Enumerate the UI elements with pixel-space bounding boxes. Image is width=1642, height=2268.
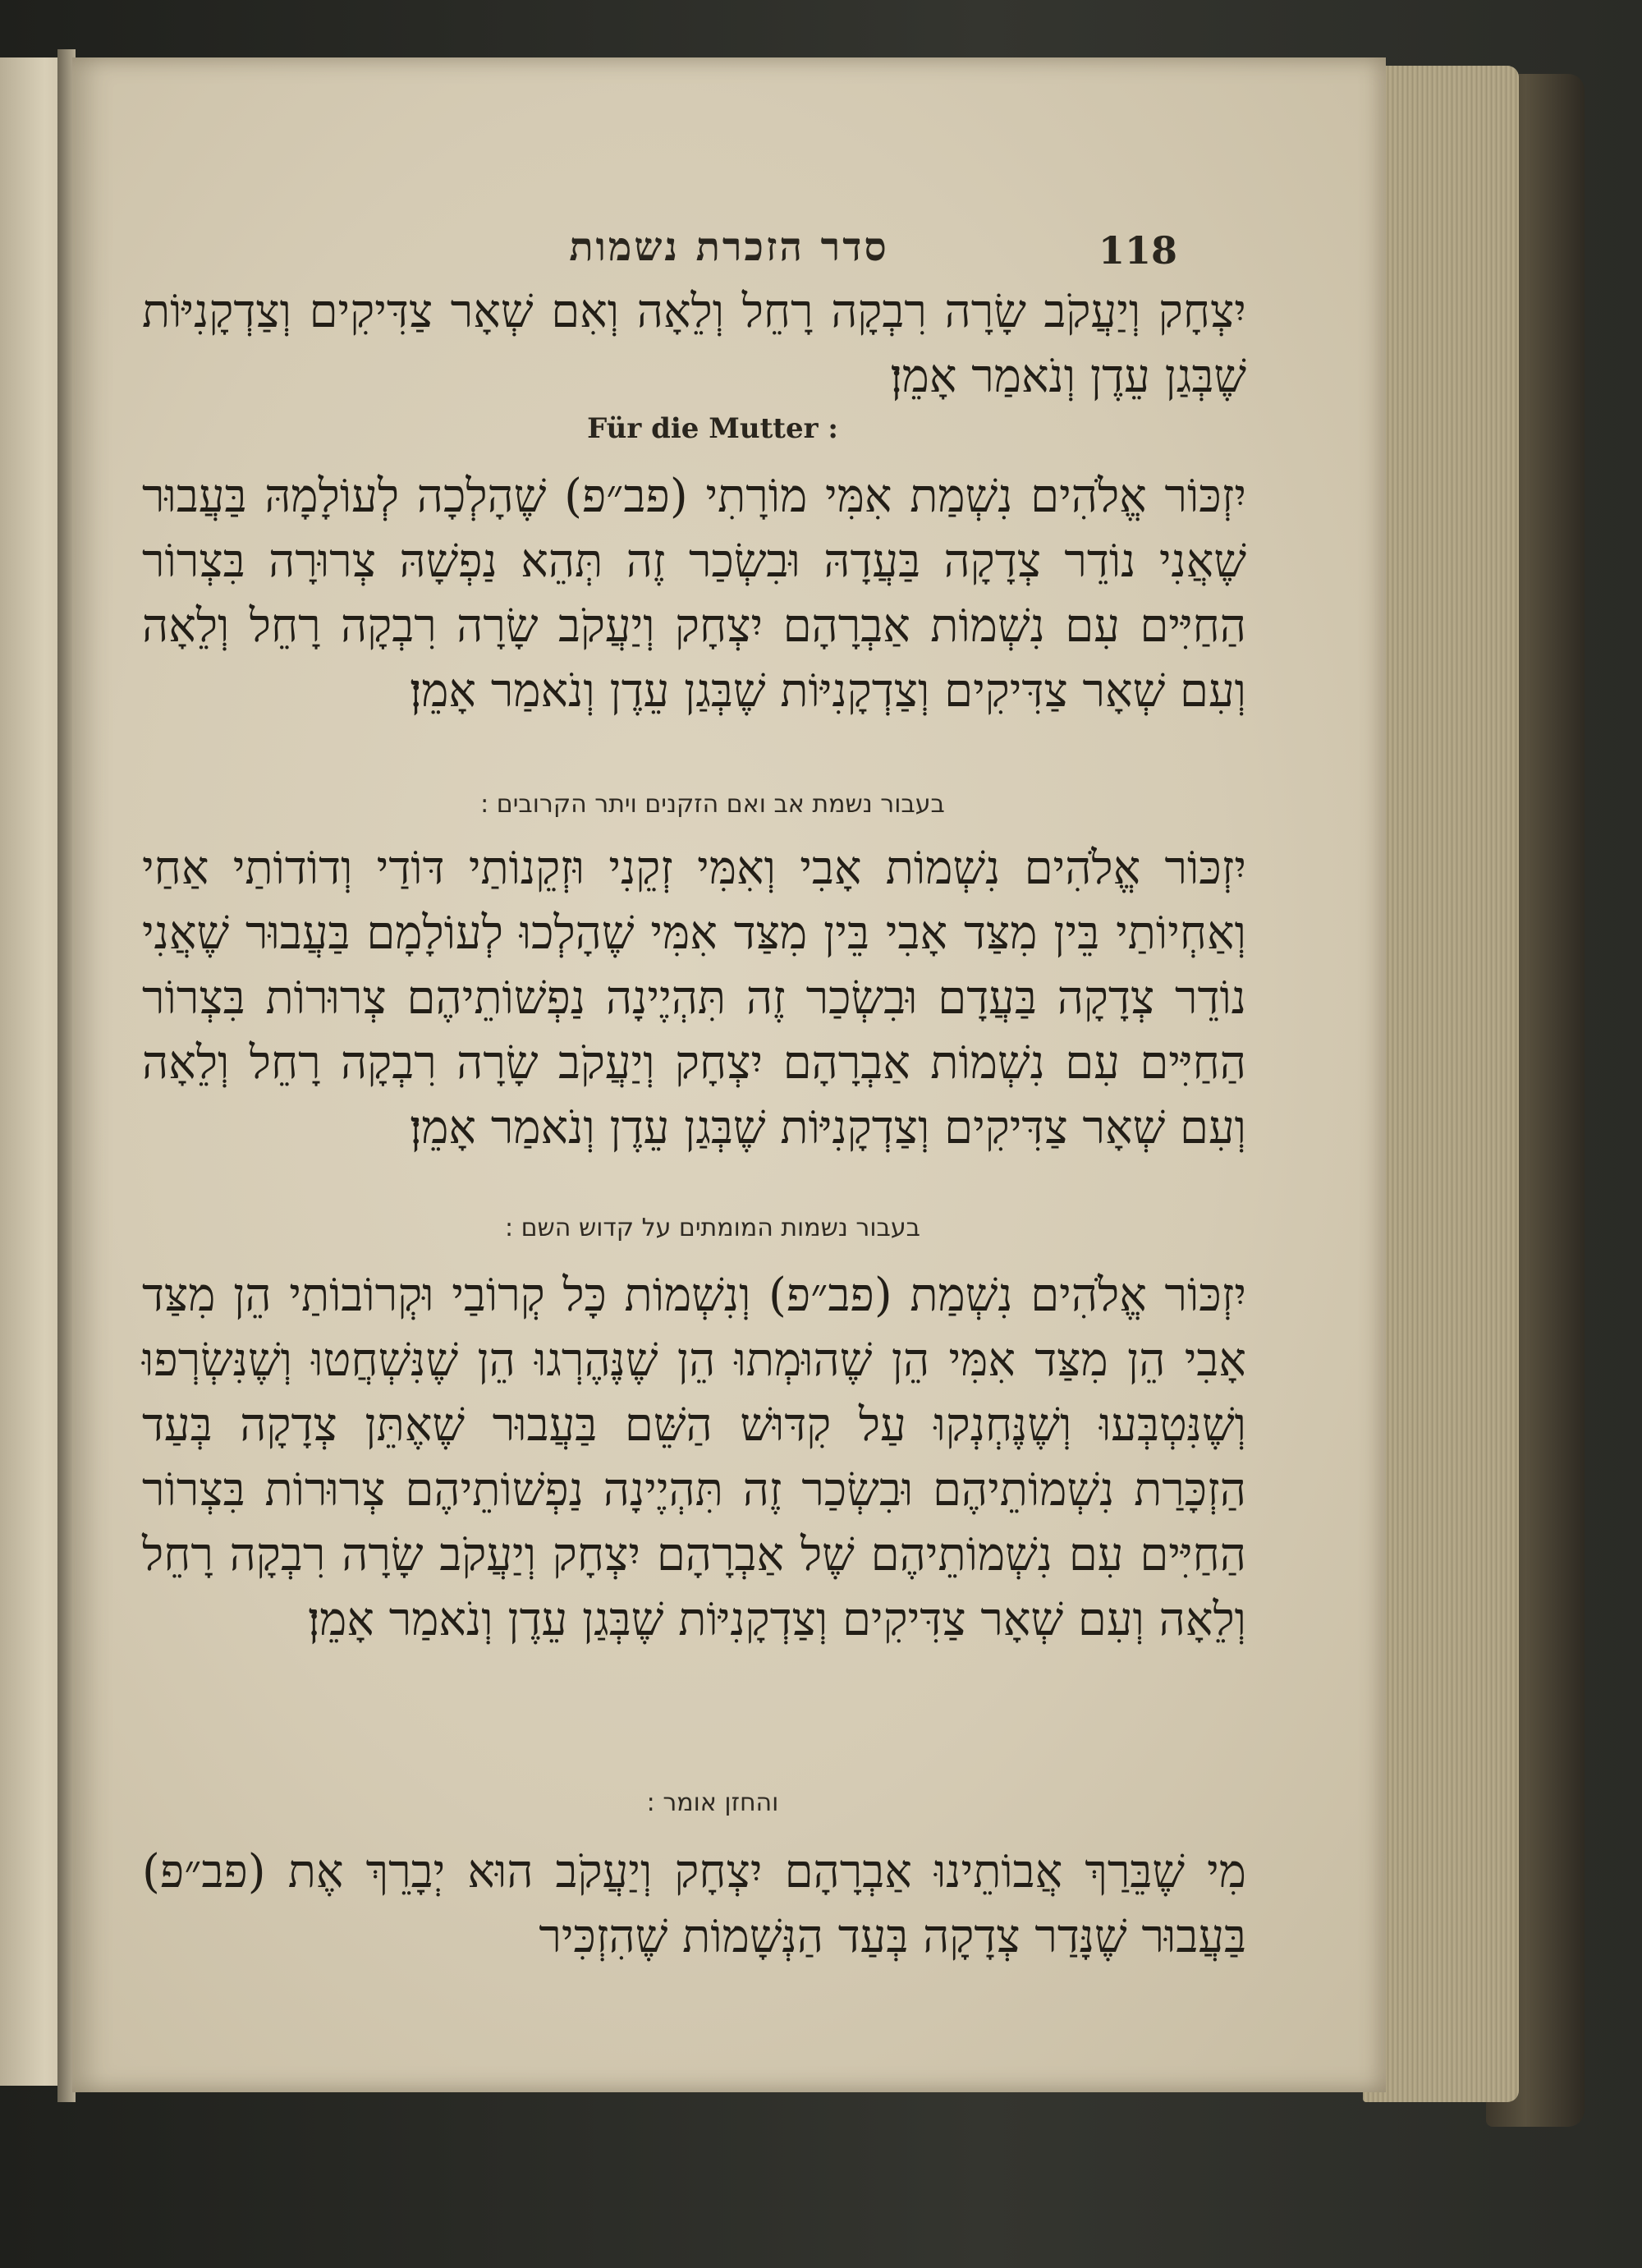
relatives-prayer-text: יִזְכּוֹר אֱלֹהִים נִשְׁמוֹת אָבִי וְאִמִּי זְקֵנִי וּזְקֵנוֹתַי דּוֹדַי וְדוֹדוֹתַי אַחַי וְאַחְיוֹתַי בֵּין מִצַּד אָבִי בֵּין מִצַּד אִמִּי שֶׁהָלְכוּ לְעוֹלָמָם בַּעֲבוּר שֶׁאֲנִי נוֹדֵר צְדָקָה בַּעֲדָם וּבִשְׂכַר זֶה תִּהְיֶינָה נַפְשׁוֹתֵיהֶם צְרוּרוֹת בִּצְרוֹר הַחַיִּים עִם נִשְׁמוֹת אַבְרָהָם יִצְחָק וְיַעֲקֹב שָׂרָה רִבְקָה רָחֵל וְלֵאָה וְעִם שְׁאָר צַדִּיקִים וְצַדְקָנִיּוֹת שֶׁבְּגַן עֵדֶן וְנֹאמַר אָמֵן׃ — [142, 842, 1246, 1155]
mother-prayer-text: יִזְכּוֹר אֱלֹהִים נִשְׁמַת אִמִּי מוֹרָתִי (פב״פ) שֶׁהָלְכָה לְעוֹלָמָהּ בַּעֲבוּר שֶׁאֲנִי נוֹדֵר צְדָקָה בַּעֲדָהּ וּבִשְׂכַר זֶה תְּהֵא נַפְשָׁהּ צְרוּרָה בִּצְרוֹר הַחַיִּים עִם נִשְׁמוֹת אַבְרָהָם יִצְחָק וְיַעֲקֹב שָׂרָה רִבְקָה רָחֵל וְלֵאָה וְעִם שְׁאָר צַדִּיקִים וְצַדְקָנִיּוֹת שֶׁבְּגַן עֵדֶן וְנֹאמַר אָמֵן׃ — [142, 470, 1246, 718]
continued-prayer-text: יִצְחָק וְיַעֲקֹב שָׂרָה רִבְקָה רָחֵל וְלֵאָה וְאִם שְׁאָר צַדִּיקִים וְצַדְקָנִיּוֹת שֶׁבְּגַן עֵדֶן וְנֹאמַר אָמֵן׃ — [142, 285, 1246, 403]
martyrs-rubric: בעבור נשמות המומתים על קדוש השם : — [505, 1214, 920, 1242]
relatives-rubric: בעבור נשמת אב ואם הזקנים ויתר הקרובים : — [480, 790, 945, 819]
martyrs-prayer-text: יִזְכּוֹר אֱלֹהִים נִשְׁמַת (פב״פ) וְנִשְׁמוֹת כָּל קְרוֹבַי וּקְרוֹבוֹתַי הֵן מִצַּד אָבִי הֵן מִצַּד אִמִּי הֵן שֶׁהוּמְתוּ הֵן שֶׁנֶּהֶרְגוּ הֵן שֶׁנִּשְׁחֲטוּ וְשֶׁנִּשְׂרְפוּ וְשֶׁנִּטְבְּעוּ וְשֶׁנֶּחְנְקוּ עַל קִדּוּשׁ הַשֵּׁם בַּעֲבוּר שֶׁאֶתֵּן צְדָקָה בְּעַד הַזְכָּרַת נִשְׁמוֹתֵיהֶם וּבִשְׂכַר זֶה תִּהְיֶינָה נַפְשׁוֹתֵיהֶם צְרוּרוֹת בִּצְרוֹר הַחַיִּים עִם נִשְׁמוֹתֵיהֶם שֶׁל אַבְרָהָם יִצְחָק וְיַעֲקֹב שָׂרָה רִבְקָה רָחֵל וְלֵאָה וְעִם שְׁאָר צַדִּיקִים וְצַדְקָנִיּוֹת שֶׁבְּגַן עֵדֶן וְנֹאמַר אָמֵן׃ — [142, 1269, 1246, 1646]
page-edges — [1363, 66, 1519, 2102]
chazzan-rubric: והחזן אומר : — [646, 1788, 779, 1817]
left-page-edge — [0, 57, 67, 2086]
running-title: סדר הזכרת נשמות — [569, 224, 889, 270]
book-page — [72, 57, 1386, 2092]
page-number: 118 — [1098, 228, 1178, 273]
chazzan-prayer-text: מִי שֶׁבֵּרַךְ אֲבוֹתֵינוּ אַבְרָהָם יִצְחָק וְיַעֲקֹב הוּא יְבָרֵךְ אֶת (פב״פ) בַּעֲבוּר שֶׁנָּדַר צְדָקָה בְּעַד הַנְּשָׁמוֹת שֶׁהִזְכִּיר — [142, 1845, 1246, 1963]
mother-heading: Für die Mutter : — [587, 412, 838, 445]
